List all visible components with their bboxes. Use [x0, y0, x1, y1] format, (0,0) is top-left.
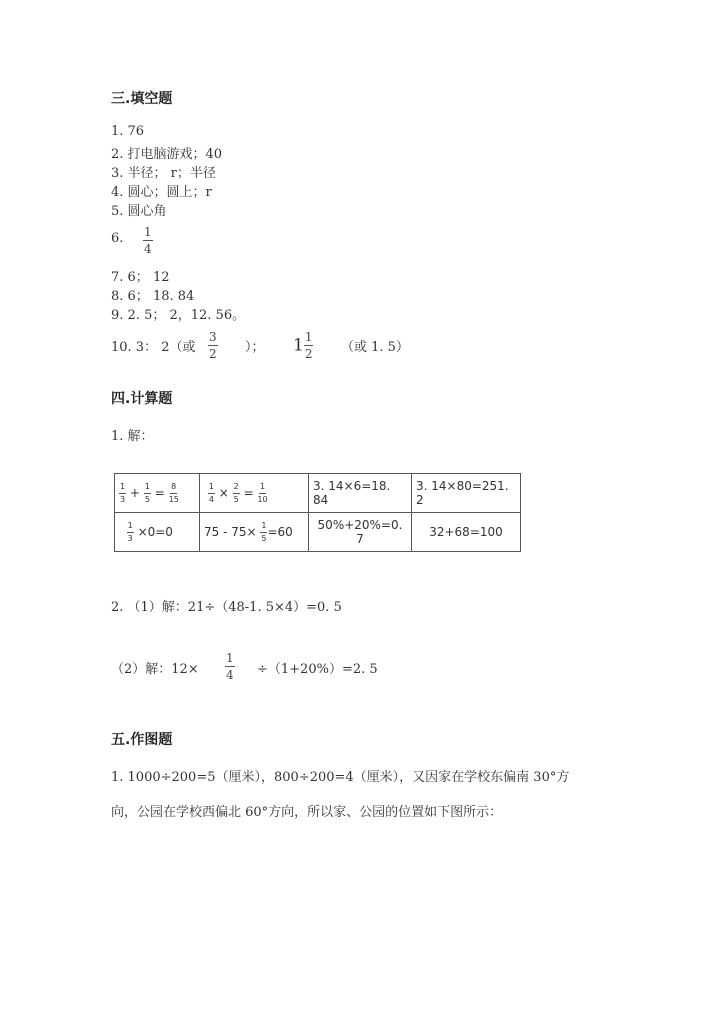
list-item: 4. 圆心；圆上；r: [111, 185, 212, 200]
fraction-numerator: 1: [208, 483, 215, 494]
calc-table: [114, 473, 521, 552]
expression: 75 - 75×: [204, 524, 257, 539]
fraction-numerator: 2: [233, 483, 240, 494]
fraction-numerator: 3: [209, 330, 217, 344]
fraction-one-quarter: [143, 226, 153, 255]
table-row: [115, 513, 521, 552]
fraction-one-quarter: [225, 652, 235, 681]
list-item: 7. 6； 12: [111, 270, 170, 285]
expression: ×0=0: [137, 524, 173, 539]
fraction-denominator: 3: [120, 494, 126, 504]
table-cell: [115, 513, 200, 552]
mixed-whole: 1: [293, 335, 304, 356]
fraction-denominator: 5: [144, 494, 150, 504]
operator: =: [243, 485, 254, 500]
list-item: 1. 76: [111, 124, 145, 139]
calc-item-2-2-prefix: （2）解：12×: [111, 662, 199, 677]
table-cell: 3. 14×80=251. 2: [412, 474, 521, 513]
section5-heading: 五.作图题: [111, 732, 173, 748]
fraction-numerator: 1: [144, 483, 151, 494]
list-item-6-label: 6.: [111, 231, 124, 246]
table-cell: [115, 474, 200, 513]
expression: =60: [267, 524, 293, 539]
list-item: 9. 2. 5； 2，12. 56。: [111, 308, 246, 323]
operator: ×: [218, 485, 229, 500]
fraction-numerator: 1: [304, 330, 313, 344]
fraction-denominator: 2: [304, 347, 313, 361]
fraction-denominator: 4: [144, 242, 152, 256]
section4-heading: 四.计算题: [111, 391, 173, 407]
list-item: 8. 6； 18. 84: [111, 289, 195, 304]
fraction-denominator: 5: [261, 533, 267, 543]
paragraph-line: 1. 1000÷200=5（厘米），800÷200=4（厘米），又因家在学校东偏南 30°方: [111, 770, 570, 785]
fraction-denominator: 5: [233, 494, 239, 504]
list-item-10-suffix: （或 1. 5）: [341, 340, 409, 355]
calc-item-2-2-suffix: ÷（1+20%）=2. 5: [257, 662, 378, 677]
calc-label: 1. 解：: [111, 429, 154, 444]
fraction-numerator: 8: [170, 483, 177, 494]
list-item-10-prefix: 10. 3： 2（或: [111, 340, 196, 355]
fraction-numerator: 1: [119, 483, 126, 494]
operator: =: [154, 485, 165, 500]
table-cell: [200, 513, 309, 552]
fraction-denominator: 10: [257, 494, 268, 504]
fraction-denominator: 4: [208, 494, 214, 504]
fraction-three-halves: [208, 331, 218, 360]
paragraph-line: 向，公园在学校西偏北 60°方向，所以家、公园的位置如下图所示：: [111, 805, 503, 820]
fraction-numerator: 1: [226, 651, 234, 665]
list-item: 2. 打电脑游戏；40: [111, 147, 223, 162]
table-cell: 32+68=100: [412, 513, 521, 552]
table-cell: [200, 474, 309, 513]
fraction-denominator: 2: [209, 347, 217, 361]
section3-heading: 三.填空题: [111, 91, 173, 107]
fraction-denominator: 4: [226, 668, 234, 682]
table-cell: 3. 14×6=18. 84: [309, 474, 412, 513]
fraction-denominator: 3: [127, 533, 133, 543]
fraction-numerator: 1: [144, 225, 152, 239]
fraction-numerator: 1: [259, 483, 266, 494]
operator: +: [129, 485, 140, 500]
table-cell: 50%+20%=0. 7: [309, 513, 412, 552]
fraction-numerator: 1: [127, 522, 134, 533]
calc-item-2-1: 2. （1）解：21÷（48-1. 5×4）=0. 5: [111, 600, 342, 615]
table-row: [115, 474, 521, 513]
list-item: 5. 圆心角: [111, 204, 167, 219]
fraction-denominator: 15: [168, 494, 179, 504]
mixed-number: [293, 331, 313, 360]
list-item-10-mid: ）；: [245, 340, 265, 355]
list-item: 3. 半径； r；半径: [111, 166, 216, 181]
fraction-numerator: 1: [260, 522, 267, 533]
